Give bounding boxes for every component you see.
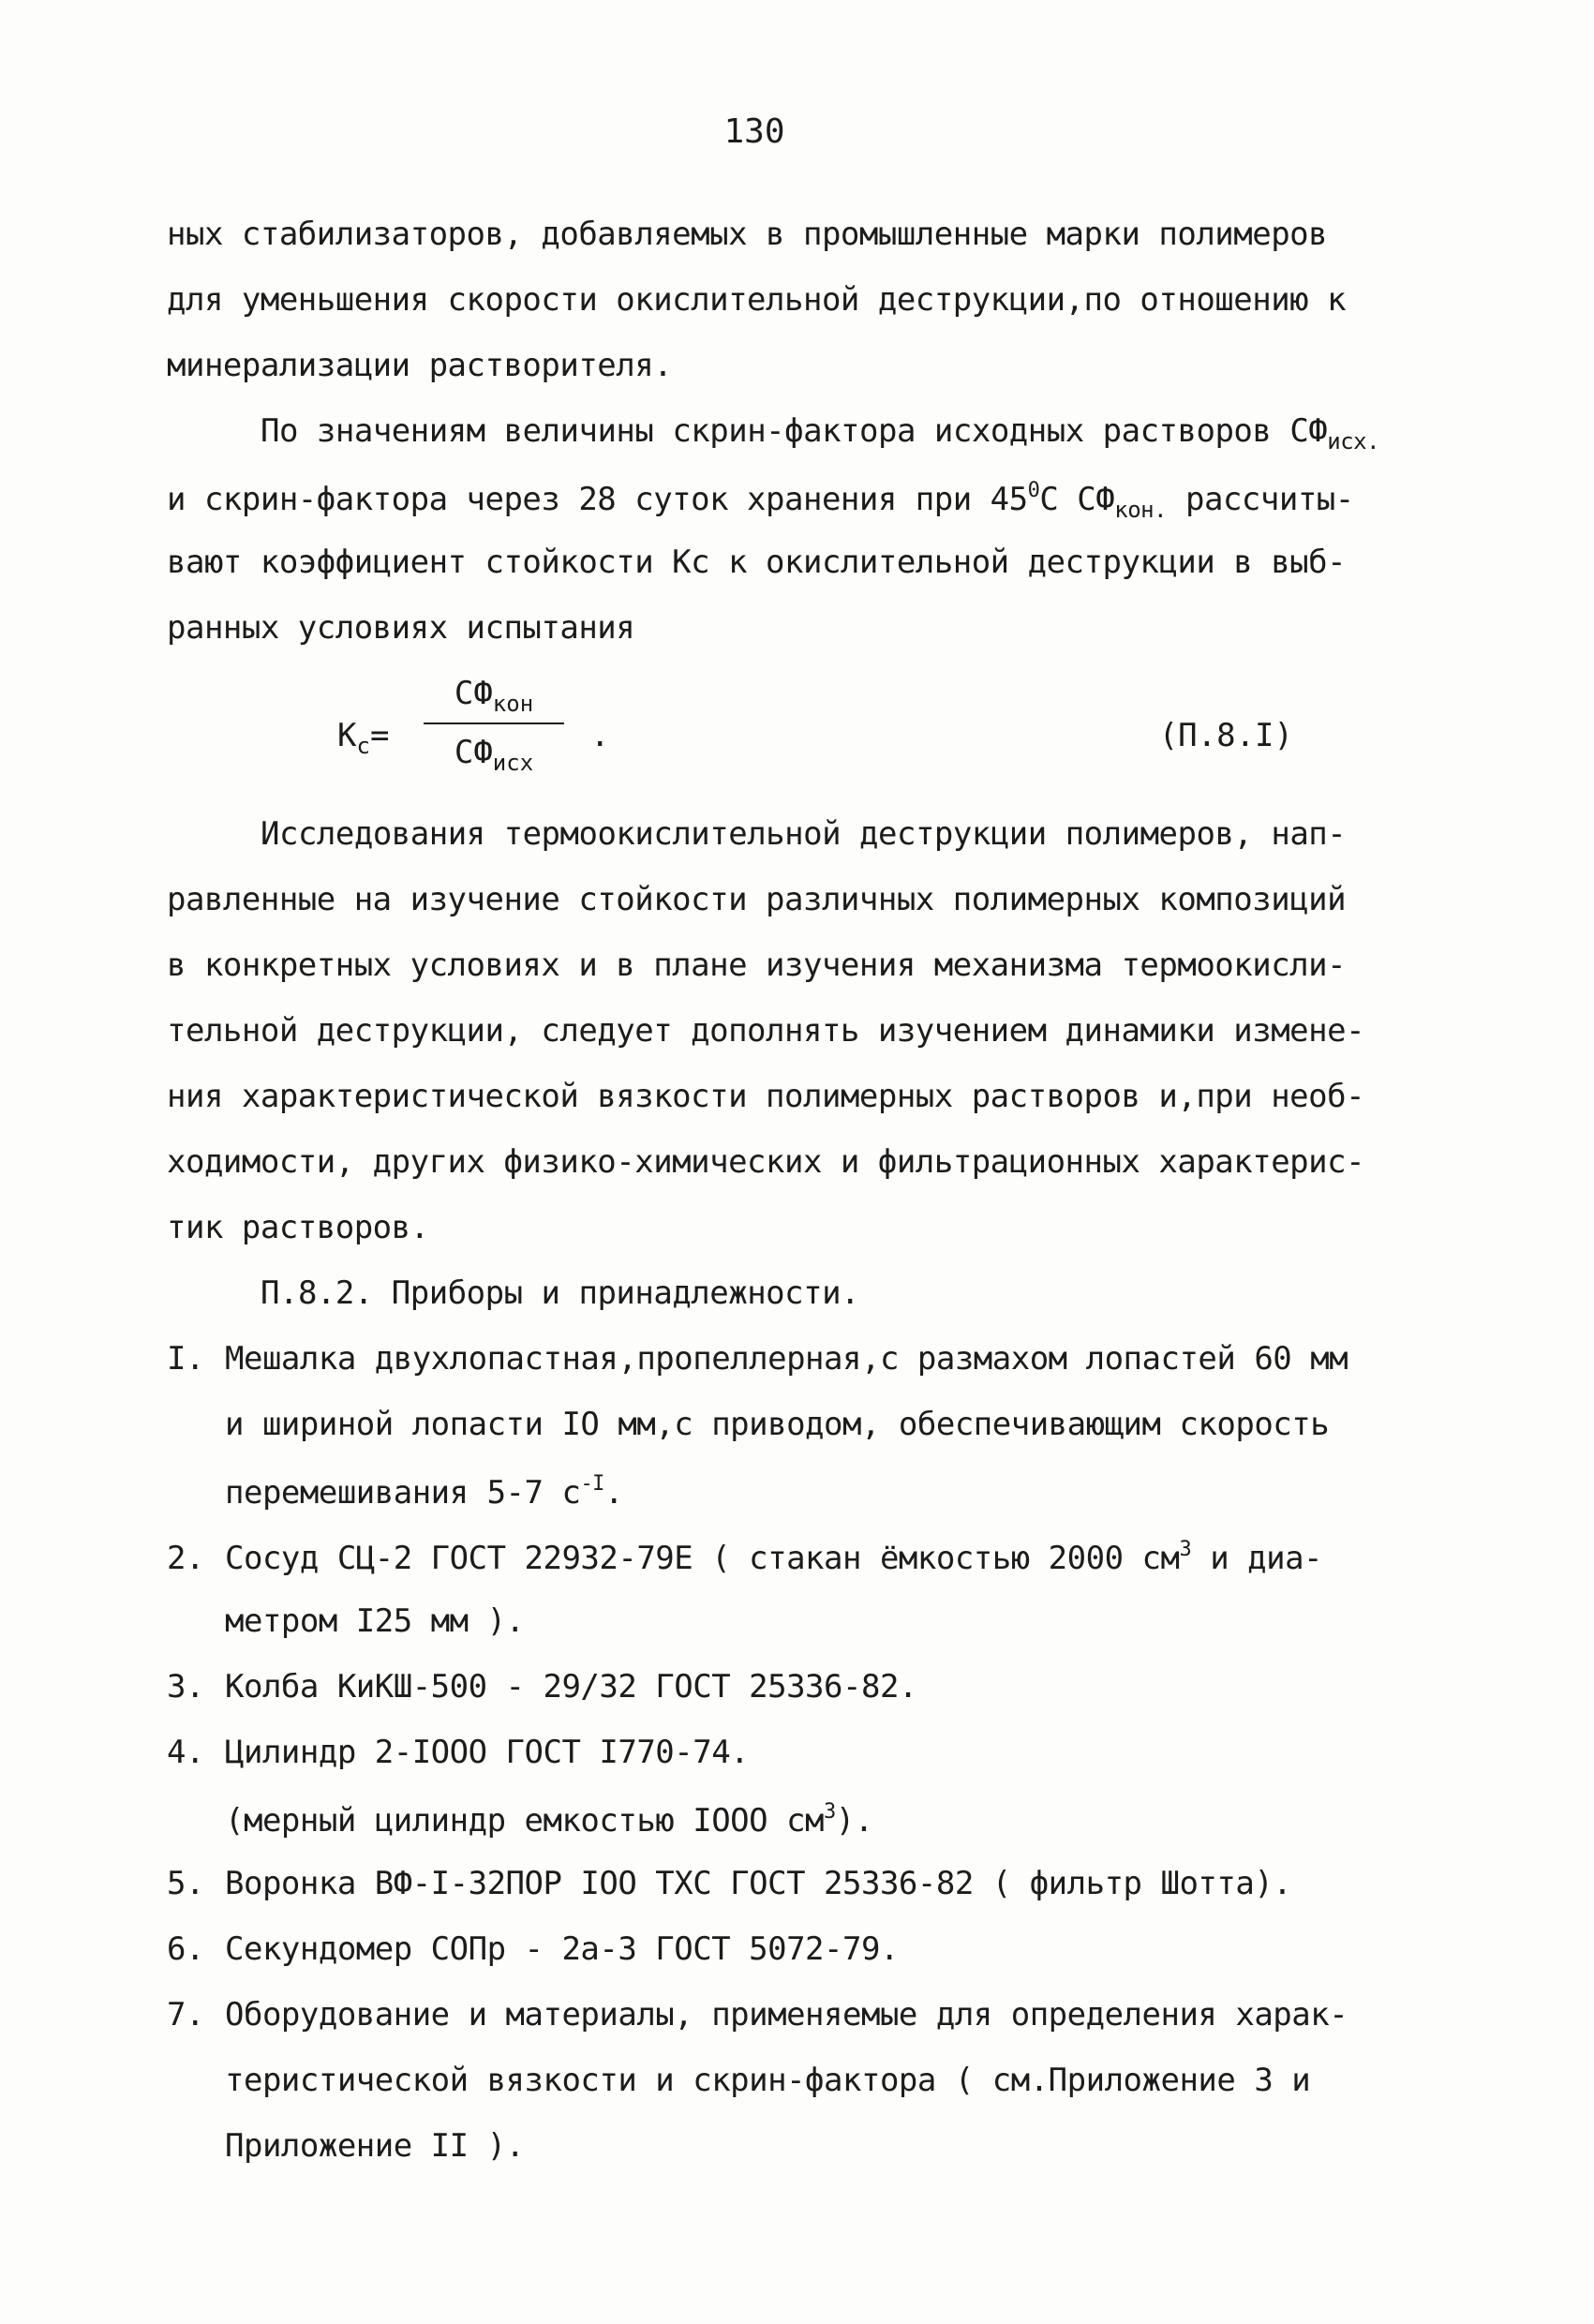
list-item-2-line-2: метром I25 мм ). xyxy=(225,1602,525,1640)
paragraph-2-line-3: вают коэффициент стойкости Кс к окислительной деструкции в выб- xyxy=(167,544,1347,581)
paragraph-1-line-1: ных стабилизаторов, добавляемых в промышленные марки полимеров xyxy=(167,216,1328,253)
paragraph-3-line-6: ходимости, других физико-химических и фильтрационных характерис- xyxy=(167,1143,1365,1181)
paragraph-3-line-3: в конкретных условиях и в плане изучения механизма термоокисли- xyxy=(167,946,1347,984)
list-item-number: 7. xyxy=(167,1996,204,2034)
section-heading: П.8.2. Приборы и принадлежности. xyxy=(261,1274,860,1312)
paragraph-2-line-4: ранных условиях испытания xyxy=(167,609,635,647)
list-item-7: 7. Оборудование и материалы, применяемые для определения харак- xyxy=(167,1996,1348,2034)
list-item-number: 4. xyxy=(167,1734,204,1771)
formula-denominator: $СФ_{исх}$ xyxy=(454,734,534,776)
list-item-3: 3. Колба КиКШ-500 - 29/32 ГОСТ 25336-82. xyxy=(167,1668,917,1706)
list-item-5: 5. Воронка ВФ-I-32ПОР IOO ТХС ГОСТ 25336-82 ( фильтр Шотта). xyxy=(167,1865,1292,1902)
list-item-1-line-3: перемешивания 5-7 $с^{-I}$. xyxy=(225,1472,623,1512)
fraction-bar xyxy=(424,723,564,724)
paragraph-1-line-2: для уменьшения скорости окислительной деструкции,по отношению к xyxy=(167,281,1347,319)
formula-fraction xyxy=(424,670,564,782)
paragraph-3-line-5: ния характеристической вязкости полимерных растворов и,при необ- xyxy=(167,1078,1365,1115)
list-item-number: 2. xyxy=(167,1540,204,1577)
paragraph-3-line-2: равленные на изучение стойкости различных полимерных композиций xyxy=(167,881,1347,918)
formula-trailing-dot: . xyxy=(590,717,610,754)
formula-lhs: $К_с=$ xyxy=(337,717,390,759)
list-item-1: I. Мешалка двухлопастная,пропеллерная,с размахом лопастей 60 мм xyxy=(167,1340,1348,1378)
formula-label: (П.8.I) xyxy=(1158,717,1293,754)
paragraph-2-line-2: и скрин-фактора через 28 суток хранения при $45^0С$ $СФ_{кон.}$ рассчиты- xyxy=(167,479,1354,523)
list-item-1-line-2: и шириной лопасти IO мм,с приводом, обеспечивающим скорость xyxy=(225,1406,1330,1443)
paragraph-1-line-3: минерализации растворителя. xyxy=(167,347,673,384)
list-item-4: 4. Цилиндр 2-IOOO ГОСТ I770-74. xyxy=(167,1734,750,1771)
formula-p-8-1 xyxy=(337,670,1293,801)
formula-numerator: $СФ_{кон}$ xyxy=(454,675,534,717)
list-item-4-line-2: (мерный цилиндр емкостью IOOO $см^3$). xyxy=(225,1800,873,1840)
list-item-7-line-2: теристической вязкости и скрин-фактора ( см.Приложение 3 и xyxy=(225,2062,1311,2099)
paragraph-3-line-4: тельной деструкции, следует дополнять изучением динамики измене- xyxy=(167,1012,1365,1050)
list-item-number: 5. xyxy=(167,1865,204,1902)
paragraph-3-line-7: тик растворов. xyxy=(167,1209,429,1246)
paragraph-2-line-1: По значениям величины скрин-фактора исходных растворов $СФ_{исх.}$ xyxy=(261,412,1380,454)
list-item-6: 6. Секундомер СОПр - 2а-3 ГОСТ 5072-79. xyxy=(167,1930,899,1968)
list-item-number: 3. xyxy=(167,1668,204,1706)
list-item-7-line-3: Приложение II ). xyxy=(225,2127,525,2165)
list-item-number: 6. xyxy=(167,1930,204,1968)
page-number: 130 xyxy=(723,112,785,151)
list-item-2: 2. Сосуд СЦ-2 ГОСТ 22932-79Е ( стакан ёмкостью 2000 $см^3$ и диа- xyxy=(167,1538,1323,1577)
list-item-number: I. xyxy=(167,1340,204,1378)
paragraph-3-line-1: Исследования термоокислительной деструкции полимеров, нап- xyxy=(261,815,1347,853)
